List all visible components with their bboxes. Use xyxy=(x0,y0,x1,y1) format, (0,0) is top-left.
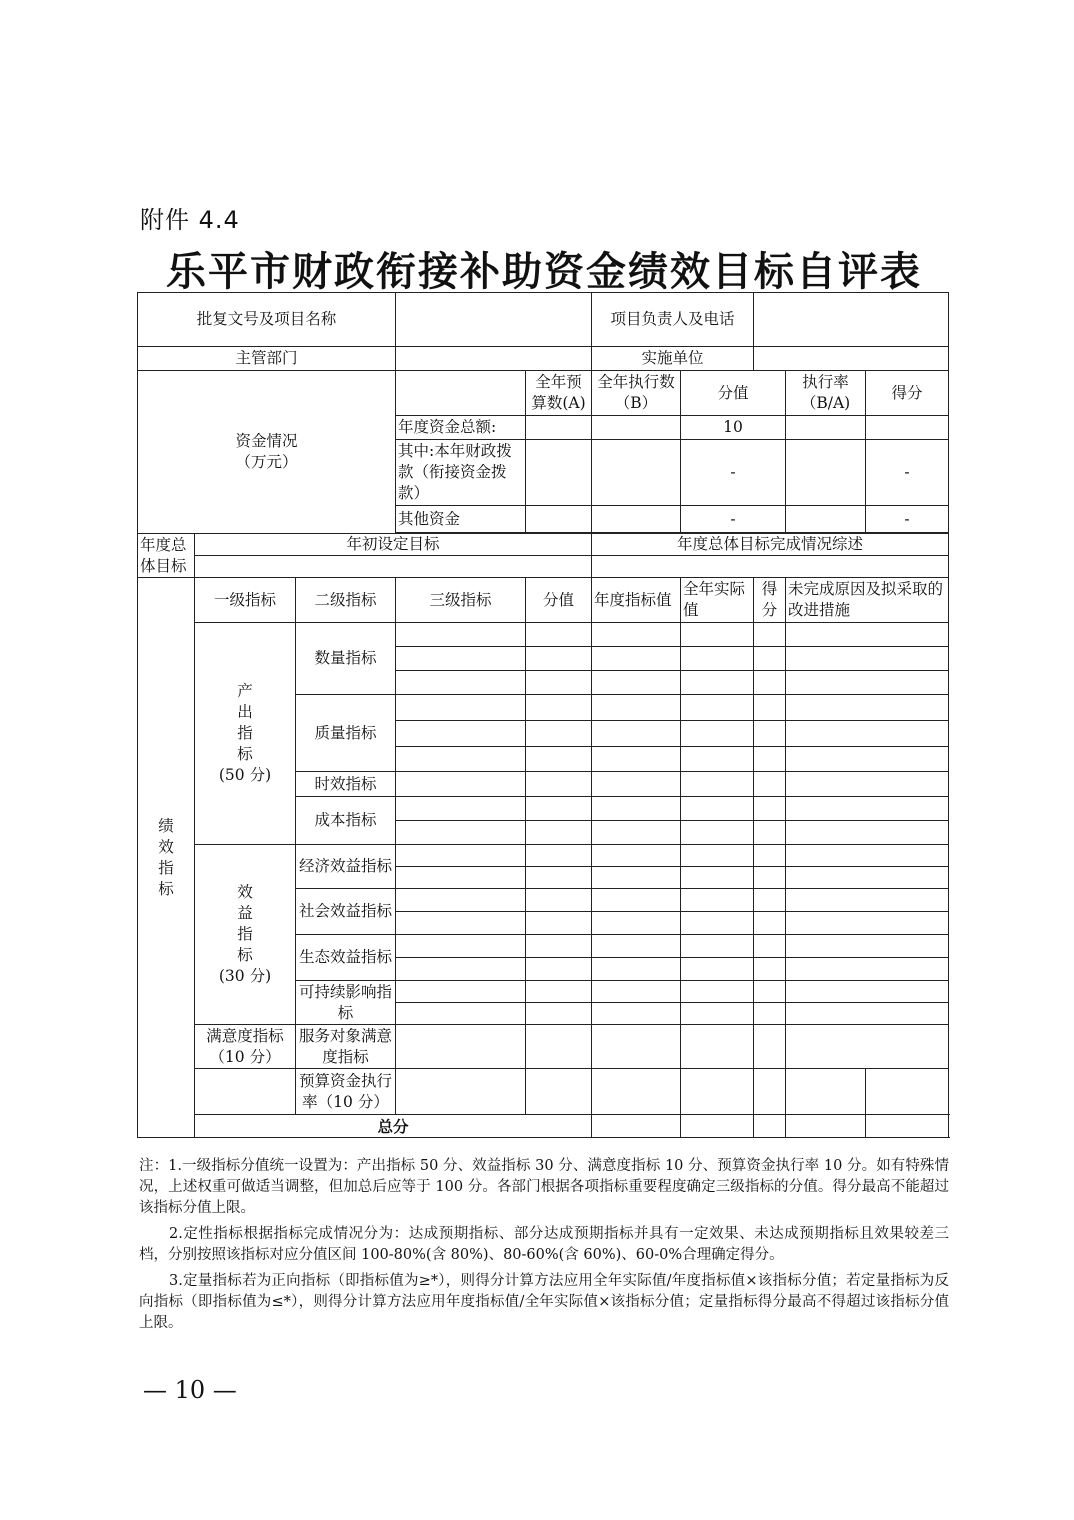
cell[interactable] xyxy=(786,721,949,747)
cell[interactable] xyxy=(681,772,754,797)
goal-summary-header: 年度总体目标完成情况综述 xyxy=(592,534,949,556)
annual-goal-label: 年度总体目标 xyxy=(138,534,195,578)
cell[interactable] xyxy=(786,1025,949,1069)
initial-goal-header: 年初设定目标 xyxy=(195,534,592,556)
cell[interactable] xyxy=(681,623,754,647)
cell[interactable] xyxy=(526,721,592,747)
cell[interactable] xyxy=(526,647,592,671)
cell[interactable] xyxy=(866,1115,949,1138)
fund-blank xyxy=(396,371,526,416)
year-target-header: 年度指标值 xyxy=(592,578,681,623)
person-phone-value[interactable] xyxy=(754,293,949,347)
cell[interactable] xyxy=(754,772,786,797)
cell[interactable] xyxy=(526,935,592,958)
cell[interactable] xyxy=(592,1003,681,1025)
impl-unit-label: 实施单位 xyxy=(592,347,754,371)
cell[interactable] xyxy=(592,623,681,647)
cell[interactable] xyxy=(526,912,592,935)
total-score-value[interactable] xyxy=(592,1115,681,1138)
cell[interactable] xyxy=(592,772,681,797)
cell[interactable] xyxy=(396,867,526,889)
cell[interactable] xyxy=(396,958,526,981)
ecological-label: 生态效益指标 xyxy=(296,935,396,981)
cell[interactable] xyxy=(786,671,949,695)
cell[interactable] xyxy=(786,821,949,845)
score-header: 得分 xyxy=(866,371,949,416)
cell[interactable] xyxy=(526,623,592,647)
cell[interactable] xyxy=(396,671,526,695)
cell[interactable] xyxy=(526,981,592,1003)
level1-header: 一级指标 xyxy=(195,578,296,623)
cell[interactable] xyxy=(681,912,754,935)
cell[interactable] xyxy=(592,721,681,747)
of-which-rate[interactable] xyxy=(786,440,866,506)
cell[interactable] xyxy=(396,721,526,747)
impl-unit-value[interactable] xyxy=(754,347,949,371)
note-1: 注：1.一级指标分值统一设置为：产出指标 50 分、效益指标 30 分、满意度指标 10 分、预算资金执行率 10 分。如有特殊情况，上述权重可做适当调整，但加总后应等于 100 分。各部门根据各项指标重要程度确定三级指标的分值。得分最高不能超过该指标分值上限。 xyxy=(139,1158,949,1216)
dept-value[interactable] xyxy=(396,347,592,371)
fund-unit: （万元） xyxy=(235,453,298,471)
page-title: 乐平市财政衔接补助资金绩效目标自评表 xyxy=(166,248,922,295)
cell[interactable] xyxy=(681,747,754,772)
cell[interactable] xyxy=(786,1069,866,1115)
cell[interactable] xyxy=(786,889,949,912)
cell[interactable] xyxy=(526,1003,592,1025)
cell[interactable] xyxy=(754,1115,786,1138)
exec-b-header: 全年执行数（B） xyxy=(592,371,681,416)
cell[interactable] xyxy=(592,912,681,935)
cell[interactable] xyxy=(396,935,526,958)
satisfaction-label: 满意度指标（10 分） xyxy=(195,1025,296,1069)
level2-header: 二级指标 xyxy=(296,578,396,623)
total-fund-score-value: 10 xyxy=(681,416,786,440)
cell[interactable] xyxy=(526,821,592,845)
other-fund-label: 其他资金 xyxy=(396,506,526,533)
cell[interactable] xyxy=(754,1003,786,1025)
cell[interactable] xyxy=(754,1069,786,1115)
other-fund-budget[interactable] xyxy=(526,506,592,533)
cell[interactable] xyxy=(592,647,681,671)
cell[interactable] xyxy=(592,889,681,912)
score-value-col-header: 分值 xyxy=(526,578,592,623)
goal-summary-value[interactable] xyxy=(592,556,949,578)
cell[interactable] xyxy=(396,623,526,647)
note-2: 2.定性指标根据指标完成情况分为：达成预期指标、部分达成预期指标并具有一定效果、未达成预期指标且效果较差三档，分别按照该指标对应分值区间 100-80%(含 80%)、80-60%(含 60%)、60-0%合理确定得分。 xyxy=(139,1226,949,1263)
cell[interactable] xyxy=(754,981,786,1003)
cell[interactable] xyxy=(396,647,526,671)
cell[interactable] xyxy=(526,695,592,721)
dept-label: 主管部门 xyxy=(138,347,396,371)
cell[interactable] xyxy=(754,935,786,958)
cell[interactable] xyxy=(754,821,786,845)
exec-rate-header: 执行率（B/A) xyxy=(786,371,866,416)
cell[interactable] xyxy=(754,889,786,912)
timeliness-label: 时效指标 xyxy=(296,772,396,797)
quality-label: 质量指标 xyxy=(296,695,396,772)
cell[interactable] xyxy=(866,1069,949,1115)
cell[interactable] xyxy=(681,671,754,695)
cell[interactable] xyxy=(396,695,526,721)
cell[interactable] xyxy=(754,867,786,889)
other-fund-exec[interactable] xyxy=(592,506,681,533)
cell[interactable] xyxy=(592,935,681,958)
cell[interactable] xyxy=(592,1069,681,1115)
reason-header: 未完成原因及拟采取的改进措施 xyxy=(786,578,949,623)
notes xyxy=(139,1156,949,1339)
cell[interactable] xyxy=(526,797,592,821)
cell[interactable] xyxy=(786,747,949,772)
cell[interactable] xyxy=(681,1115,754,1138)
note-3: 3.定量指标若为正向指标（即指标值为≥*），则得分计算方法应用全年实际值/年度指标值×该指标分值；若定量指标为反向指标（即指标值为≤*），则得分计算方法应用年度指标值/全年实际值×该指标分值；定量指标得分最高不得超过该指标分值上限。 xyxy=(139,1273,949,1331)
level3-header: 三级指标 xyxy=(396,578,526,623)
benefit-label: 效益指标 (30 分) xyxy=(195,845,296,1025)
of-which-score: - xyxy=(866,440,949,506)
total-fund-rate[interactable] xyxy=(786,416,866,440)
of-which-exec[interactable] xyxy=(592,440,681,506)
cell[interactable] xyxy=(786,1115,866,1138)
fund-title: 资金情况 xyxy=(235,432,298,450)
cell[interactable] xyxy=(681,867,754,889)
of-which-budget[interactable] xyxy=(526,440,592,506)
cell[interactable] xyxy=(592,797,681,821)
cell[interactable] xyxy=(754,721,786,747)
cell[interactable] xyxy=(754,797,786,821)
of-which-score-value: - xyxy=(681,440,786,506)
cell[interactable] xyxy=(786,647,949,671)
cell[interactable] xyxy=(526,958,592,981)
cell[interactable] xyxy=(592,821,681,845)
cell[interactable] xyxy=(754,623,786,647)
cell[interactable] xyxy=(754,671,786,695)
other-fund-score: - xyxy=(866,506,949,533)
cell[interactable] xyxy=(754,958,786,981)
cell[interactable] xyxy=(592,747,681,772)
self-evaluation-table xyxy=(137,292,949,1138)
cell[interactable] xyxy=(396,747,526,772)
total-fund-label: 年度资金总额: xyxy=(396,416,526,440)
cell[interactable] xyxy=(681,935,754,958)
cell[interactable] xyxy=(754,1025,786,1069)
cell[interactable] xyxy=(681,958,754,981)
cell[interactable] xyxy=(786,797,949,821)
other-fund-score-value: - xyxy=(681,506,786,533)
actual-header: 全年实际值 xyxy=(681,578,754,623)
cell[interactable] xyxy=(786,958,949,981)
cell[interactable] xyxy=(786,845,949,867)
cell[interactable] xyxy=(786,695,949,721)
cell[interactable] xyxy=(526,1069,592,1115)
cell[interactable] xyxy=(396,912,526,935)
output-label: 产出指标 (50 分) xyxy=(195,623,296,845)
approval-doc-label: 批复文号及项目名称 xyxy=(138,293,396,347)
cell[interactable] xyxy=(592,867,681,889)
cell[interactable] xyxy=(754,647,786,671)
cell[interactable] xyxy=(754,747,786,772)
cell[interactable] xyxy=(396,981,526,1003)
cell[interactable] xyxy=(681,821,754,845)
cell[interactable] xyxy=(681,721,754,747)
service-sat-label: 服务对象满意度指标 xyxy=(296,1025,396,1069)
other-fund-rate[interactable] xyxy=(786,506,866,533)
cell[interactable] xyxy=(786,772,949,797)
perf-blank xyxy=(195,1069,296,1115)
social-label: 社会效益指标 xyxy=(296,889,396,935)
attachment-label: 附件 4.4 xyxy=(140,206,240,234)
cell[interactable] xyxy=(526,747,592,772)
cell[interactable] xyxy=(754,845,786,867)
cell[interactable] xyxy=(592,958,681,981)
cell[interactable] xyxy=(681,845,754,867)
cell[interactable] xyxy=(526,867,592,889)
cell[interactable] xyxy=(592,981,681,1003)
initial-goal-value[interactable] xyxy=(195,556,592,578)
cell[interactable] xyxy=(786,981,949,1003)
of-which-label: 其中:本年财政拨款（衔接资金拨款） xyxy=(396,440,526,506)
cell[interactable] xyxy=(681,1069,754,1115)
cell[interactable] xyxy=(526,772,592,797)
economic-label: 经济效益指标 xyxy=(296,845,396,889)
perf-label: 绩效指标 xyxy=(138,578,195,1138)
cell[interactable] xyxy=(526,671,592,695)
cell[interactable] xyxy=(754,912,786,935)
cell[interactable] xyxy=(681,647,754,671)
cell[interactable] xyxy=(681,695,754,721)
total-fund-exec[interactable] xyxy=(592,416,681,440)
cell[interactable] xyxy=(681,889,754,912)
total-fund-budget[interactable] xyxy=(526,416,592,440)
cell[interactable] xyxy=(681,981,754,1003)
cell[interactable] xyxy=(396,772,526,797)
person-phone-label: 项目负责人及电话 xyxy=(592,293,754,347)
cell[interactable] xyxy=(681,797,754,821)
cell[interactable] xyxy=(592,1025,681,1069)
cell[interactable] xyxy=(681,1025,754,1069)
cell[interactable] xyxy=(786,912,949,935)
cell[interactable] xyxy=(396,1003,526,1025)
cell[interactable] xyxy=(786,623,949,647)
cell[interactable] xyxy=(592,845,681,867)
cell[interactable] xyxy=(786,867,949,889)
cost-label: 成本指标 xyxy=(296,797,396,845)
page-number: — 10 — xyxy=(143,1376,237,1404)
cell[interactable] xyxy=(396,797,526,821)
cell[interactable] xyxy=(681,1003,754,1025)
quantity-label: 数量指标 xyxy=(296,623,396,695)
cell[interactable] xyxy=(526,889,592,912)
cell[interactable] xyxy=(396,889,526,912)
cell[interactable] xyxy=(396,1025,526,1069)
total-fund-score[interactable] xyxy=(866,416,949,440)
fund-label xyxy=(138,371,396,534)
cell[interactable] xyxy=(592,695,681,721)
cell[interactable] xyxy=(396,845,526,867)
cell[interactable] xyxy=(754,695,786,721)
cell[interactable] xyxy=(526,1025,592,1069)
sustain-label: 可持续影响指标 xyxy=(296,981,396,1025)
score-value-header: 分值 xyxy=(681,371,786,416)
total-label: 总分 xyxy=(195,1115,592,1138)
approval-doc-value[interactable] xyxy=(396,293,592,347)
cell[interactable] xyxy=(526,845,592,867)
cell[interactable] xyxy=(396,1069,526,1115)
cell[interactable] xyxy=(786,935,949,958)
cell[interactable] xyxy=(396,821,526,845)
budget-exec-label: 预算资金执行率（10 分） xyxy=(296,1069,396,1115)
score-col-header: 得分 xyxy=(754,578,786,623)
cell[interactable] xyxy=(592,671,681,695)
budget-a-header: 全年预算数(A) xyxy=(526,371,592,416)
cell[interactable] xyxy=(786,1003,949,1025)
